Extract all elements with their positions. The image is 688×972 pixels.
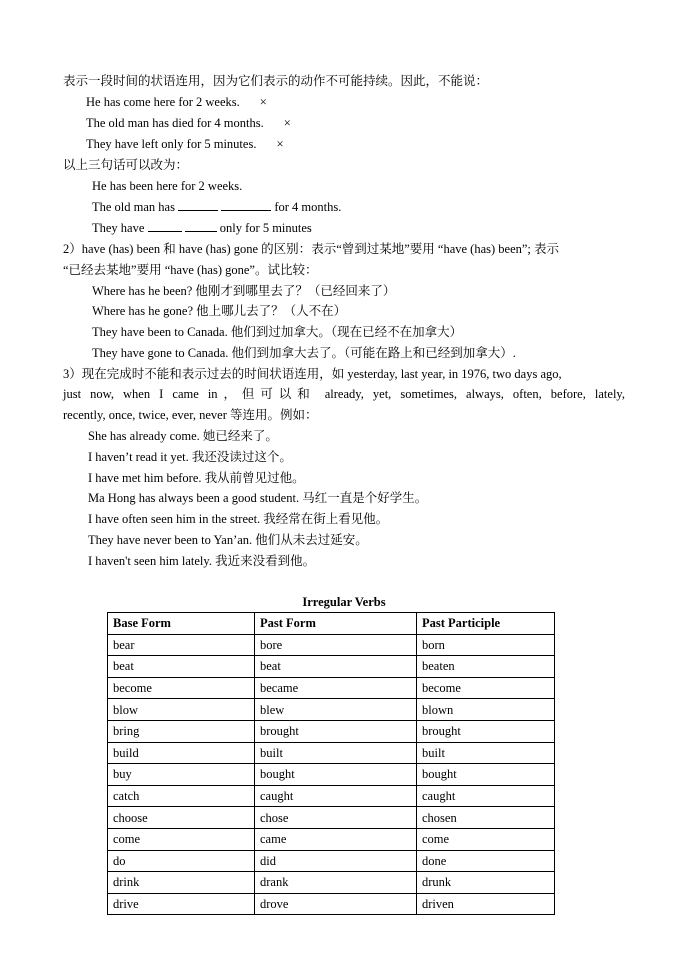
table-row: [108, 742, 555, 764]
table-row: [108, 807, 555, 829]
past-participle-cell: done: [417, 850, 555, 872]
corrected-line-text: The old man has: [92, 200, 175, 214]
table-row: [108, 828, 555, 850]
corrected-line-2: [92, 198, 341, 216]
header-past-participle: Past Participle: [417, 613, 555, 635]
corrected-line-text: only for 5 minutes: [219, 221, 312, 235]
past-form-cell: chose: [255, 807, 417, 829]
wrong-example-1: [86, 93, 267, 111]
base-form-cell: bring: [108, 720, 255, 742]
past-form-cell: bought: [255, 764, 417, 786]
past-participle-cell: beaten: [417, 656, 555, 678]
corrected-line-text: They have: [92, 221, 145, 235]
past-form-cell: did: [255, 850, 417, 872]
base-form-cell: drink: [108, 872, 255, 894]
table-row: [108, 720, 555, 742]
base-form-cell: buy: [108, 764, 255, 786]
wrong-mark: ×: [283, 116, 291, 130]
past-form-cell: brought: [255, 720, 417, 742]
table-row: [108, 785, 555, 807]
rewrite-intro: 以上三句话可以改为：: [63, 158, 189, 172]
section2-line-2: “已经去某地”要用 “have (has) gone”。试比较：: [63, 263, 318, 277]
wrong-mark: ×: [259, 95, 267, 109]
corrected-line-text: for 4 months.: [274, 200, 342, 214]
past-form-cell: drove: [255, 893, 417, 915]
table-row: [108, 764, 555, 786]
base-form-cell: do: [108, 850, 255, 872]
past-form-cell: became: [255, 677, 417, 699]
table-row: [108, 656, 555, 678]
fill-blank[interactable]: [148, 219, 182, 232]
past-form-cell: built: [255, 742, 417, 764]
wrong-example-text: They have left only for 5 minutes.: [86, 137, 257, 151]
fill-blank[interactable]: [221, 198, 271, 211]
section2-example-1: Where has he been? 他刚才到哪里去了？（已经回来了）: [92, 284, 396, 298]
past-form-cell: beat: [255, 656, 417, 678]
base-form-cell: blow: [108, 699, 255, 721]
section2-example-3: They have been to Canada. 他们到过加拿大。（现在已经不在加拿大）: [92, 325, 463, 339]
table-row: [108, 893, 555, 915]
section3-example-2: I haven’t read it yet. 我还没读过这个。: [88, 450, 292, 464]
section3-example-4: Ma Hong has always been a good student. 马红一直是个好学生。: [88, 491, 428, 505]
corrected-line-1: He has been here for 2 weeks.: [92, 179, 243, 193]
past-participle-cell: blown: [417, 699, 555, 721]
section2-line-1: 2）have (has) been 和 have (has) gone 的区别：表示“曾到过某地”要用 “have (has) been”; 表示: [63, 242, 560, 256]
table-row: [108, 699, 555, 721]
section3-example-7: I haven't seen him lately. 我近来没看到他。: [88, 554, 316, 568]
past-participle-cell: chosen: [417, 807, 555, 829]
section3-example-6: They have never been to Yan’an. 他们从未去过延安。: [88, 533, 368, 547]
base-form-cell: build: [108, 742, 255, 764]
wrong-example-text: The old man has died for 4 months.: [86, 116, 264, 130]
irregular-verbs-table: [107, 612, 555, 915]
base-form-cell: come: [108, 828, 255, 850]
past-participle-cell: become: [417, 677, 555, 699]
past-participle-cell: come: [417, 828, 555, 850]
past-participle-cell: born: [417, 634, 555, 656]
section3-example-3: I have met him before. 我从前曾见过他。: [88, 471, 305, 485]
section3-example-5: I have often seen him in the street. 我经常在街上看见他。: [88, 512, 389, 526]
past-participle-cell: caught: [417, 785, 555, 807]
past-participle-cell: driven: [417, 893, 555, 915]
section3-example-1: She has already come. 她已经来了。: [88, 429, 278, 443]
base-form-cell: beat: [108, 656, 255, 678]
section2-example-4: They have gone to Canada. 他们到加拿大去了。（可能在路上和已经到加拿大）.: [92, 346, 516, 360]
section2-example-2: Where has he gone? 他上哪儿去了？（人不在）: [92, 304, 347, 318]
past-form-cell: caught: [255, 785, 417, 807]
wrong-example-text: He has come here for 2 weeks.: [86, 95, 240, 109]
table-body: [108, 634, 555, 915]
table-header-row: [108, 613, 555, 635]
past-form-cell: came: [255, 828, 417, 850]
table-row: [108, 634, 555, 656]
past-participle-cell: built: [417, 742, 555, 764]
base-form-cell: become: [108, 677, 255, 699]
section3-line-2: just now, when I came in，但可以和 already, yet, sometimes, always, often, before, lately,: [63, 387, 625, 401]
wrong-example-3: [86, 135, 284, 153]
table-title: Irregular Verbs: [302, 595, 386, 609]
fill-blank[interactable]: [185, 219, 217, 232]
wrong-mark: ×: [276, 137, 284, 151]
header-past-form: Past Form: [255, 613, 417, 635]
past-form-cell: blew: [255, 699, 417, 721]
base-form-cell: catch: [108, 785, 255, 807]
section3-line-1: 3）现在完成时不能和表示过去的时间状语连用，如 yesterday, last year, in 1976, two days ago,: [63, 367, 562, 381]
past-participle-cell: brought: [417, 720, 555, 742]
wrong-example-2: [86, 114, 291, 132]
table-row: [108, 677, 555, 699]
past-form-cell: bore: [255, 634, 417, 656]
past-form-cell: drank: [255, 872, 417, 894]
base-form-cell: drive: [108, 893, 255, 915]
past-participle-cell: bought: [417, 764, 555, 786]
header-base-form: Base Form: [108, 613, 255, 635]
past-participle-cell: drunk: [417, 872, 555, 894]
table-row: [108, 872, 555, 894]
table-row: [108, 850, 555, 872]
base-form-cell: bear: [108, 634, 255, 656]
intro-line: 表示一段时间的状语连用，因为它们表示的动作不可能持续。因此，不能说：: [63, 74, 489, 88]
section3-line-3: recently, once, twice, ever, never 等连用。例如：: [63, 408, 318, 422]
corrected-line-3: [92, 219, 312, 237]
fill-blank[interactable]: [178, 198, 218, 211]
base-form-cell: choose: [108, 807, 255, 829]
